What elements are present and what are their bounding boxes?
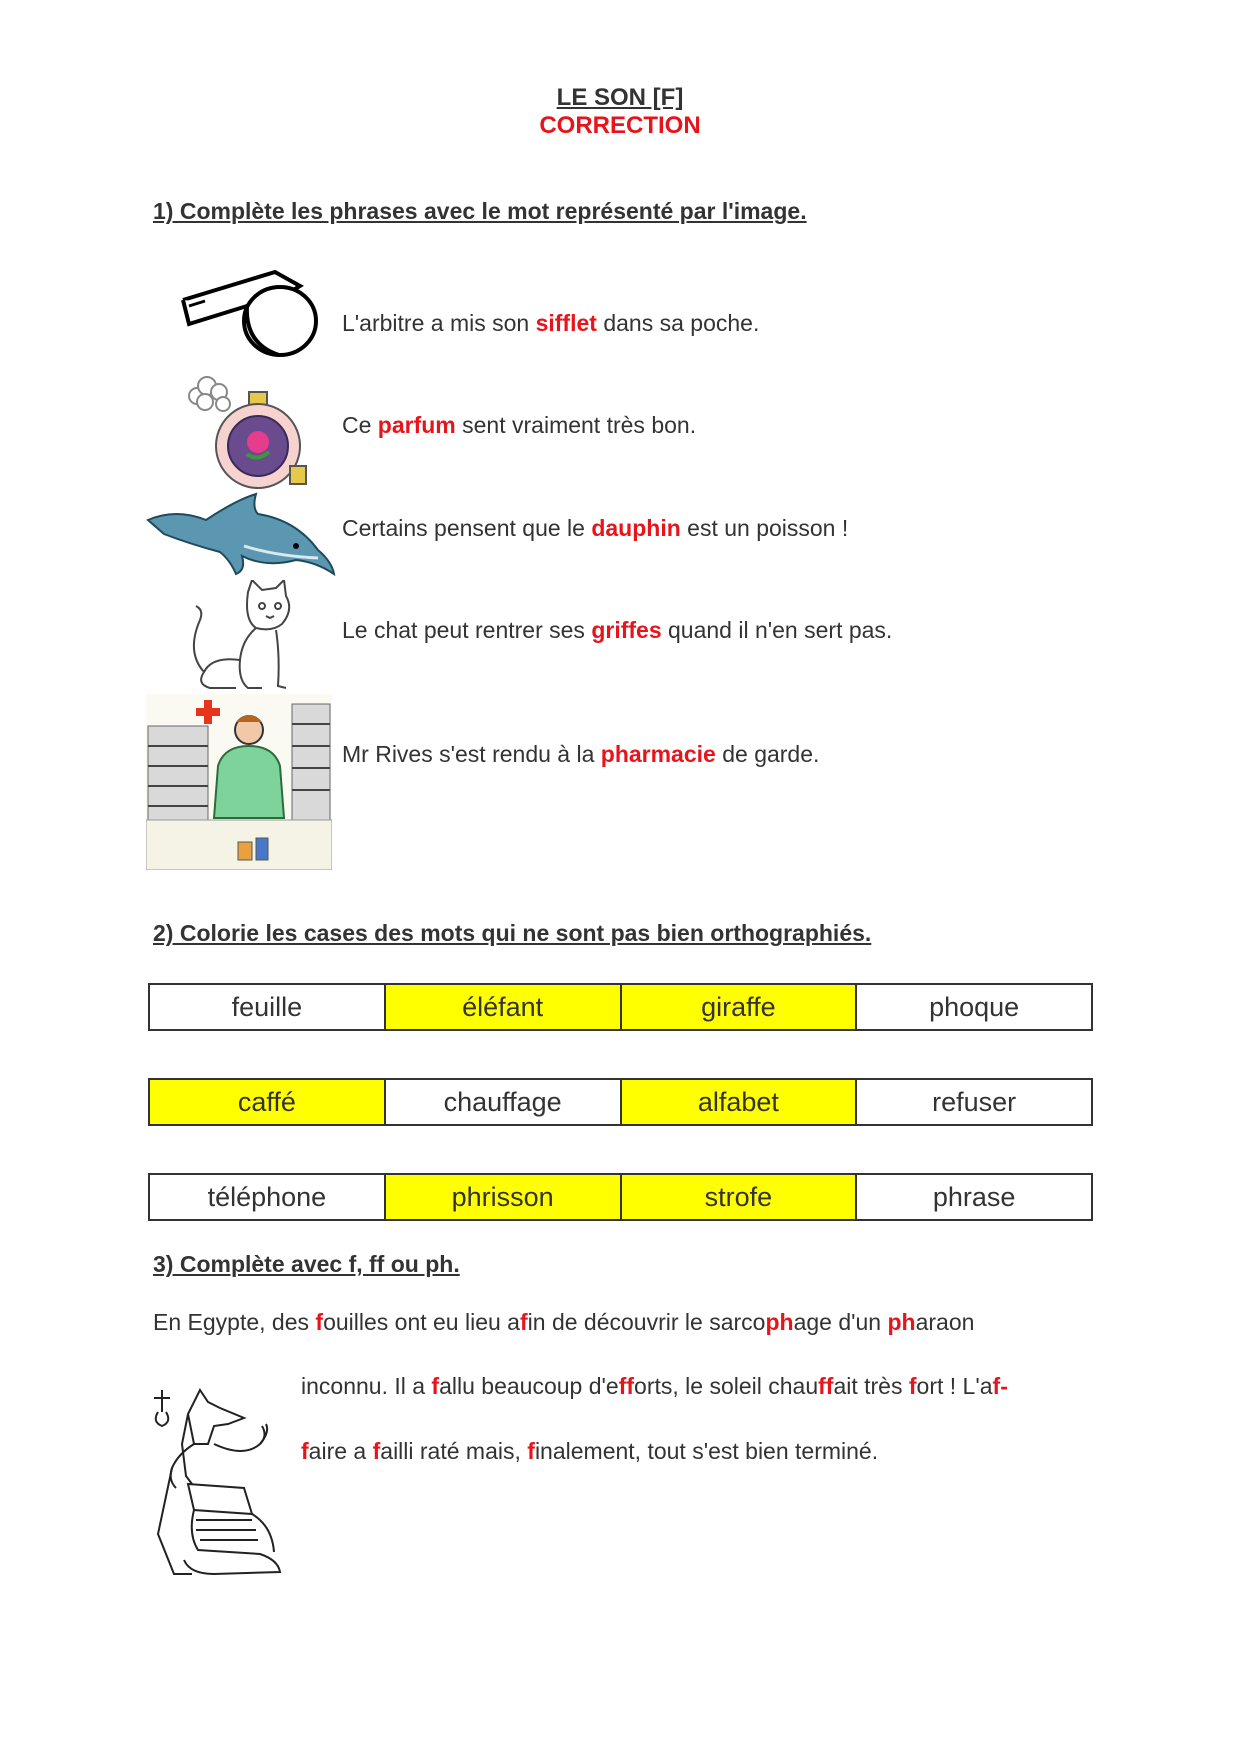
word-cell[interactable]: refuser — [856, 1079, 1092, 1125]
word-row-3 — [148, 1173, 1093, 1221]
sentence-3: Certains pensent que le dauphin est un poisson ! — [342, 515, 849, 541]
whistle-illustration — [175, 266, 320, 360]
page-subtitle: CORRECTION — [539, 112, 701, 139]
answer-word: sifflet — [535, 310, 597, 336]
answer-word: parfum — [377, 412, 456, 438]
answer-word: pharmacie — [600, 741, 716, 767]
exercise3-heading: 3) Complète avec f, ff ou ph. — [153, 1251, 460, 1277]
word-cell[interactable]: phrase — [856, 1174, 1092, 1220]
fill-line-2: inconnu. Il a fallu beaucoup d'efforts, le soleil chauffait très fort ! L'af- — [301, 1373, 1008, 1399]
sentence-2: Ce parfum sent vraiment très bon. — [342, 412, 697, 438]
word-cell[interactable]: phoque — [856, 984, 1092, 1030]
word-cell[interactable]: chauffage — [385, 1079, 621, 1125]
word-row-1 — [148, 983, 1093, 1031]
perfume-illustration — [187, 374, 312, 490]
answer-word: griffes — [591, 617, 662, 643]
word-cell-highlighted[interactable]: caffé — [149, 1079, 385, 1125]
word-row-2 — [148, 1078, 1093, 1126]
sentence-4: Le chat peut rentrer ses griffes quand il n'en sert pas. — [342, 617, 893, 643]
fill-line-3: faire a failli raté mais, finalement, tout s'est bien terminé. — [301, 1438, 879, 1464]
word-cell[interactable]: téléphone — [149, 1174, 385, 1220]
fill-line-1: En Egypte, des fouilles ont eu lieu afin de découvrir le sarcophage d'un pharaon — [153, 1309, 975, 1335]
anubis-illustration — [148, 1384, 298, 1580]
pharmacy-illustration — [146, 694, 332, 870]
answer-word: dauphin — [591, 515, 681, 541]
sentence-5: Mr Rives s'est rendu à la pharmacie de garde. — [342, 741, 820, 767]
sentence-1: L'arbitre a mis son sifflet dans sa poche. — [342, 310, 760, 336]
cat-illustration — [182, 580, 300, 692]
word-cell[interactable]: feuille — [149, 984, 385, 1030]
exercise1-heading: 1) Complète les phrases avec le mot représenté par l'image. — [153, 198, 807, 224]
word-cell-highlighted[interactable]: alfabet — [621, 1079, 857, 1125]
page-title: LE SON [F] — [556, 84, 684, 111]
exercise2-heading: 2) Colorie les cases des mots qui ne sont pas bien orthographiés. — [153, 920, 872, 946]
dolphin-illustration — [146, 490, 336, 576]
word-cell-highlighted[interactable]: strofe — [621, 1174, 857, 1220]
word-cell-highlighted[interactable]: éléfant — [385, 984, 621, 1030]
word-cell-highlighted[interactable]: phrisson — [385, 1174, 621, 1220]
word-cell-highlighted[interactable]: giraffe — [621, 984, 857, 1030]
